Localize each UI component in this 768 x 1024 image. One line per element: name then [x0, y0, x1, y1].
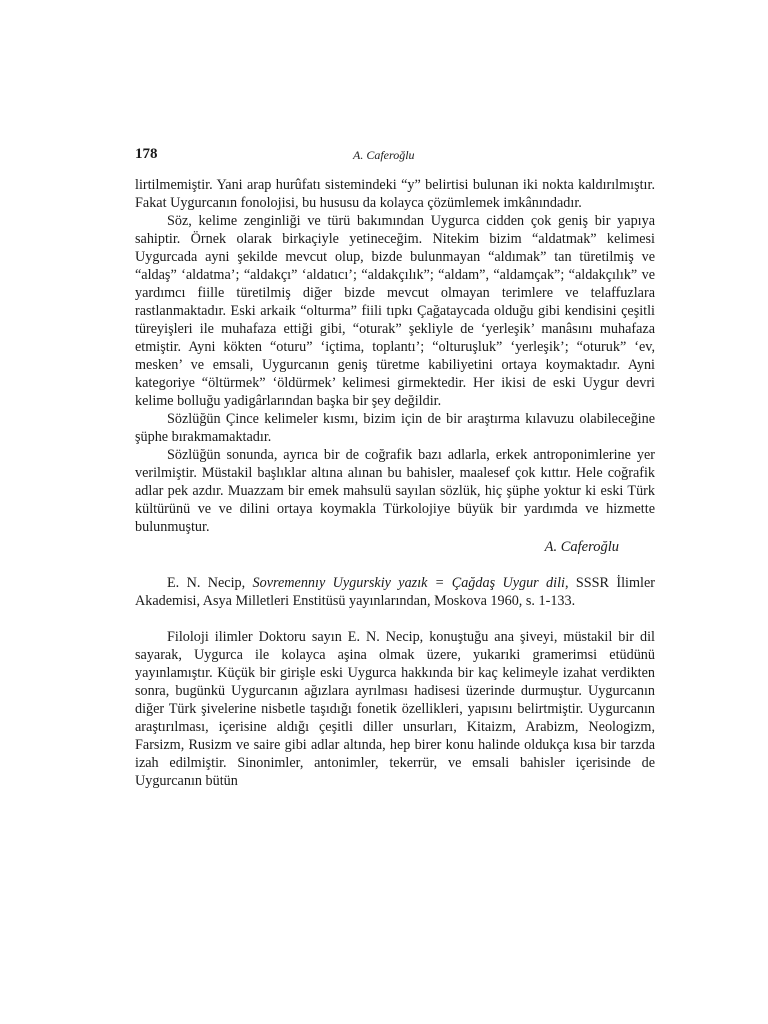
- paragraph-geographic-names: Sözlüğün sonunda, ayrıca bir de coğrafik bazı adlarla, erkek antroponimlerine yer verilmiştir. Müstakil başlıklar altına alınan bu bahisler, maalesef çok kıttır. Hele coğrafik adlar pek azdır. Muazzam bir emek mahsulü sayılan sözlük, hiç şüphe yoktur ki eski Türk kültürünü ve ve dilini ortaya koymakla Türkolojiye büyük bir yardımda ve hizmette bulunmuştur.: [135, 447, 655, 535]
- paragraph-vocabulary: Söz, kelime zenginliği ve türü bakımından Uygurca cidden çok geniş bir yapıya sahiptir. Örnek olarak birkaçiyle yetineceğim. Nitekim bizim “aldatmak” kelimesi Uygurcada ayni şekilde mevcut olup, bizde bulunmayan “aldımak” tan türetilmiş ve “aldaş” ‘aldatma’; “aldakçı” ‘aldatıcı’; “aldakçılık”; “aldam”, “aldamçak”; “aldakçılık” ve yardımcı fiille türetilmiş diğer bizde mevcut olmayan terimlere ve telaffuzlara rastlanmaktadır. Eski arkaik “olturma” fiili tıpkı Çağataycada olduğu gibi kendisini çeşitli türeyişleri ile muhafaza ettiği gibi, “oturak” şekliyle de ‘yerleşik’ manâsını muhafaza etmiştir. Ayni kökten “oturu” ‘içtima, toplantı’; “olturuşluk” ‘yerleşik’; “oturuk” ‘ev, mesken’ ve emsali, Uygurcanın geniş türetme kabiliyetini ortaya koymaktadır. Ayni kategoriye “öltürmek” ‘öldürmek’ kelimesi girmektedir. Her ikisi de eski Uygur devri kelime bolluğu yadigârlarından başka bir şey değildir.: [135, 213, 655, 409]
- page-number: 178: [135, 146, 158, 162]
- bibliography-title: Sovremennıy Uygurskiy yazık = Çağdaş Uygur dili: [252, 575, 565, 591]
- page-body: [135, 176, 655, 790]
- paragraph-continuation: lirtilmemiştir. Yani arap hurûfatı sistemindeki “y” belirtisi bulunan iki nokta kaldırılmıştır. Fakat Uygurcanın fonolojisi, bu hususu da kolayca çözümlemek imkânındadır.: [135, 177, 655, 211]
- running-head: A. Caferoğlu: [353, 148, 415, 162]
- bibliography-author: E. N. Necip: [167, 575, 242, 591]
- paragraph-second-review: Filoloji ilimler Doktoru sayın E. N. Necip, konuştuğu ana şiveyi, müstakil bir dil sayarak, Uygurca ile kolayca aşina olmak üzere, yukarıki gramerimsi etüdünü yayınlamıştır. Küçük bir girişle eski Uygurca hakkında bir kaç kelimeyle izahat verdikten sonra, bugünkü Uygurcanın ağızlara ayrılması hadisesi üzerinde durmuştur. Uygurcanın diğer Türk şivelerine nisbetle taşıdığı fonetik özellikleri, yapısını belirtmiştir. Uygurcanın araştırılması, içerisine aldığı çeşitli diller unsurları, Kitaizm, Arabizm, Neologizm, Farsizm, Rusizm ve saire gibi adlar altında, hep birer konu halinde oldukça kısa bir tarzda izah edilmiştir. Sinonimler, antonimler, tekerrür, ve emsali bahisler içerisinde de Uygurcanın bütün: [135, 629, 655, 789]
- review-signature: A. Caferoğlu: [544, 539, 619, 555]
- page-header: [135, 146, 655, 166]
- bibliography-publisher: SSSR İlimler Akademisi, Asya Milletleri Enstitüsü yayınlarından, Moskova 1960, s. 1-133.: [135, 575, 655, 609]
- paragraph-chinese-words: Sözlüğün Çince kelimeler kısmı, bizim için de bir araştırma kılavuzu olabileceğine şüphe bırakmamaktadır.: [135, 411, 655, 445]
- bibliographic-entry: E. N. Necip, Sovremennıy Uygurskiy yazık = Çağdaş Uygur dili, SSSR İlimler Akademisi, Asya Milletleri Enstitüsü yayınlarından, Moskova 1960, s. 1-133.: [135, 575, 655, 609]
